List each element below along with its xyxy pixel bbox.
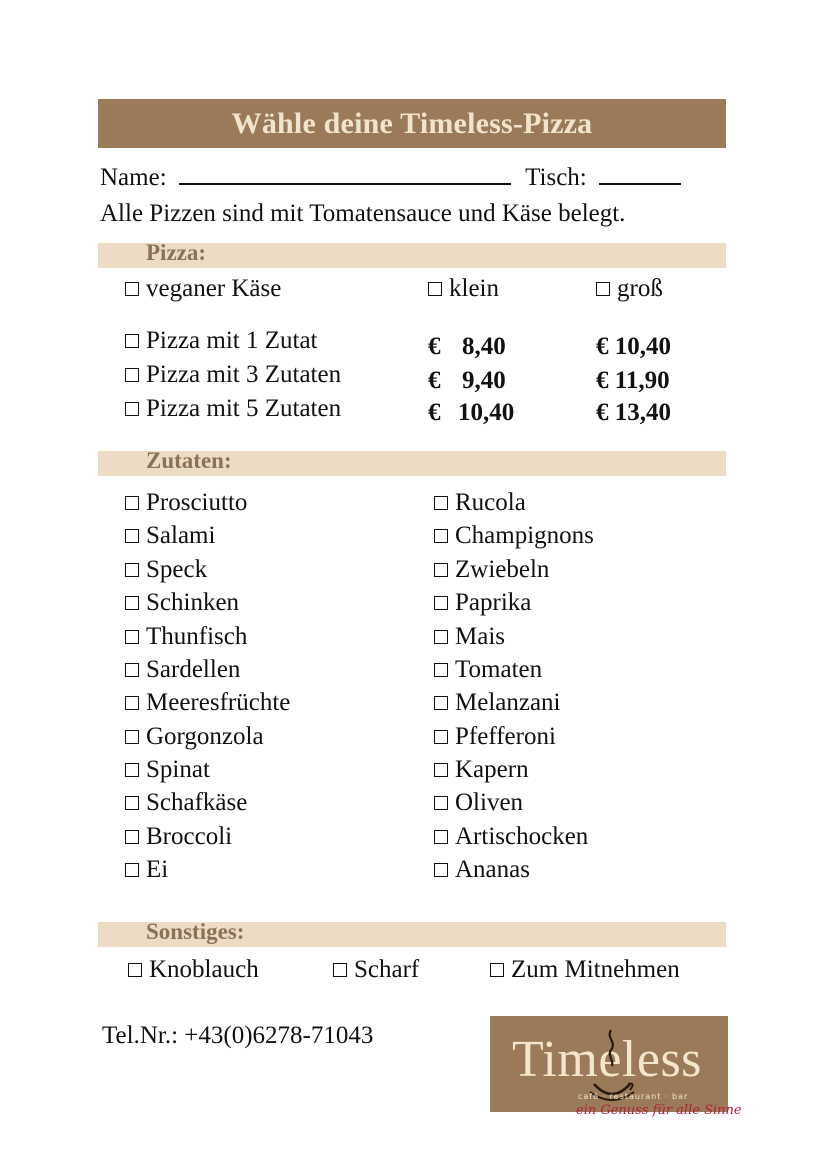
checkbox[interactable] [125,763,139,777]
ingredient-label: Paprika [455,589,532,616]
ingredient-label: Salami [146,522,216,549]
checkbox[interactable] [428,282,442,296]
checkbox[interactable] [125,830,139,844]
ingredient-item[interactable] [434,655,542,685]
sonstiges-heading: Sonstiges: [146,919,245,944]
price-value: 9,40 [462,367,506,394]
ingredient-label: Schafkäse [146,789,248,816]
zutaten-heading: Zutaten: [146,448,232,473]
checkbox[interactable] [128,963,142,977]
zutaten-section-header [98,448,726,476]
ingredient-label: Champignons [455,522,594,549]
logo-slogan: ein Genuss für alle Sinne [576,1103,742,1118]
price-value: 8,40 [462,333,506,360]
ingredient-label: Oliven [455,789,524,816]
ingredient-label: Artischocken [455,823,589,850]
ingredient-label: Gorgonzola [146,723,264,750]
checkbox[interactable] [490,963,504,977]
checkbox[interactable] [434,796,448,810]
ingredient-label: Pfefferoni [455,723,556,750]
ingredient-item[interactable] [434,788,523,818]
checkbox[interactable] [596,282,610,296]
page-title: Wähle deine Timeless-Pizza [98,99,726,148]
ingredient-item[interactable] [434,521,594,551]
pizza-section-header [98,240,726,268]
ingredient-item[interactable] [125,722,264,752]
table-label: Tisch: [525,164,587,191]
pizza-size-row[interactable] [125,394,341,424]
name-label: Name: [100,164,167,191]
checkbox[interactable] [125,596,139,610]
checkbox[interactable] [125,529,139,543]
ingredient-item[interactable] [125,788,247,818]
option-takeaway[interactable] [490,955,680,985]
ingredient-label: Sardellen [146,656,241,683]
ingredient-item[interactable] [125,822,232,852]
ingredient-label: Zwiebeln [455,556,550,583]
option-spicy[interactable] [333,955,419,985]
ingredient-item[interactable] [434,622,505,652]
option-large[interactable] [596,274,663,304]
option-label: groß [617,275,663,302]
checkbox[interactable] [125,496,139,510]
ingredient-item[interactable] [125,555,207,585]
price-large [596,398,671,428]
checkbox[interactable] [434,496,448,510]
ingredient-label: Spinat [146,756,210,783]
pizza-size-row[interactable] [125,360,341,390]
checkbox[interactable] [125,402,139,416]
ingredient-label: Meeresfrüchte [146,689,291,716]
option-label: Knoblauch [149,956,259,983]
note-text: Alle Pizzen sind mit Tomatensauce und Käse belegt. [100,200,626,227]
option-label: Scharf [354,956,420,983]
pizza-size-label: Pizza mit 3 Zutaten [146,361,342,388]
currency-symbol: € [428,333,441,360]
ingredient-item[interactable] [434,822,588,852]
option-vegan-cheese[interactable] [125,274,281,304]
ingredient-item[interactable] [125,622,247,652]
checkbox[interactable] [434,763,448,777]
checkbox[interactable] [125,663,139,677]
checkbox[interactable] [125,630,139,644]
currency-symbol: € [596,367,609,394]
price-value: 11,90 [614,367,670,394]
ingredient-item[interactable] [434,588,531,618]
checkbox[interactable] [434,730,448,744]
ingredient-label: Mais [455,623,505,650]
ingredient-label: Speck [146,556,208,583]
pizza-size-label: Pizza mit 1 Zutat [146,327,318,354]
ingredient-label: Ei [146,856,169,883]
currency-symbol: € [596,333,609,360]
ingredient-item[interactable] [434,855,530,885]
pizza-size-label: Pizza mit 5 Zutaten [146,395,342,422]
pizza-heading: Pizza: [146,240,207,265]
checkbox[interactable] [125,563,139,577]
checkbox[interactable] [125,796,139,810]
name-row [100,161,681,193]
option-garlic[interactable] [128,955,259,985]
checkbox[interactable] [434,630,448,644]
ingredient-item[interactable] [125,655,240,685]
ingredient-label: Prosciutto [146,489,248,516]
ingredient-item[interactable] [125,488,247,518]
price-small [428,366,506,396]
price-value: 10,40 [458,399,515,426]
checkbox[interactable] [434,696,448,710]
price-large [596,366,670,396]
ingredient-label: Tomaten [455,656,543,683]
checkbox[interactable] [434,663,448,677]
checkbox[interactable] [125,282,139,296]
checkbox[interactable] [434,529,448,543]
option-label: klein [449,275,499,302]
option-label: Zum Mitnehmen [511,956,680,983]
ingredient-label: Schinken [146,589,240,616]
option-label: veganer Käse [146,275,282,302]
ingredient-item[interactable] [434,722,556,752]
ingredient-item[interactable] [434,555,549,585]
checkbox[interactable] [434,563,448,577]
checkbox[interactable] [434,863,448,877]
phone-number: Tel.Nr.: +43(0)6278-71043 [102,1022,374,1049]
ingredient-label: Rucola [455,489,526,516]
checkbox[interactable] [125,863,139,877]
table-field[interactable] [599,161,681,185]
price-value: 10,40 [614,333,671,360]
ingredient-item[interactable] [434,488,526,518]
ingredient-item[interactable] [434,688,561,718]
ingredient-label: Kapern [455,756,529,783]
price-large [596,332,671,362]
checkbox[interactable] [125,334,139,348]
ingredient-label: Broccoli [146,823,233,850]
name-field[interactable] [179,161,511,185]
sonstiges-section-header [98,919,726,947]
logo-subtitle: café · restaurant · bar [578,1092,689,1101]
ingredient-label: Melanzani [455,689,561,716]
ingredient-label: Ananas [455,856,530,883]
price-small [428,398,514,428]
timeless-logo [490,1016,728,1112]
currency-symbol: € [428,367,441,394]
price-small [428,332,506,362]
price-value: 13,40 [614,399,671,426]
checkbox[interactable] [333,963,347,977]
ingredient-item[interactable] [434,755,529,785]
pizza-size-row[interactable] [125,326,317,356]
checkbox[interactable] [125,730,139,744]
ingredient-item[interactable] [125,588,239,618]
checkbox[interactable] [125,368,139,382]
checkbox[interactable] [125,696,139,710]
ingredient-item[interactable] [125,521,215,551]
ingredient-item[interactable] [125,688,290,718]
currency-symbol: € [428,399,441,426]
currency-symbol: € [596,399,609,426]
option-small[interactable] [428,274,499,304]
ingredient-item[interactable] [125,755,210,785]
logo-name: Timeless [512,1031,702,1088]
ingredient-item[interactable] [125,855,168,885]
checkbox[interactable] [434,830,448,844]
checkbox[interactable] [434,596,448,610]
ingredient-label: Thunfisch [146,623,248,650]
